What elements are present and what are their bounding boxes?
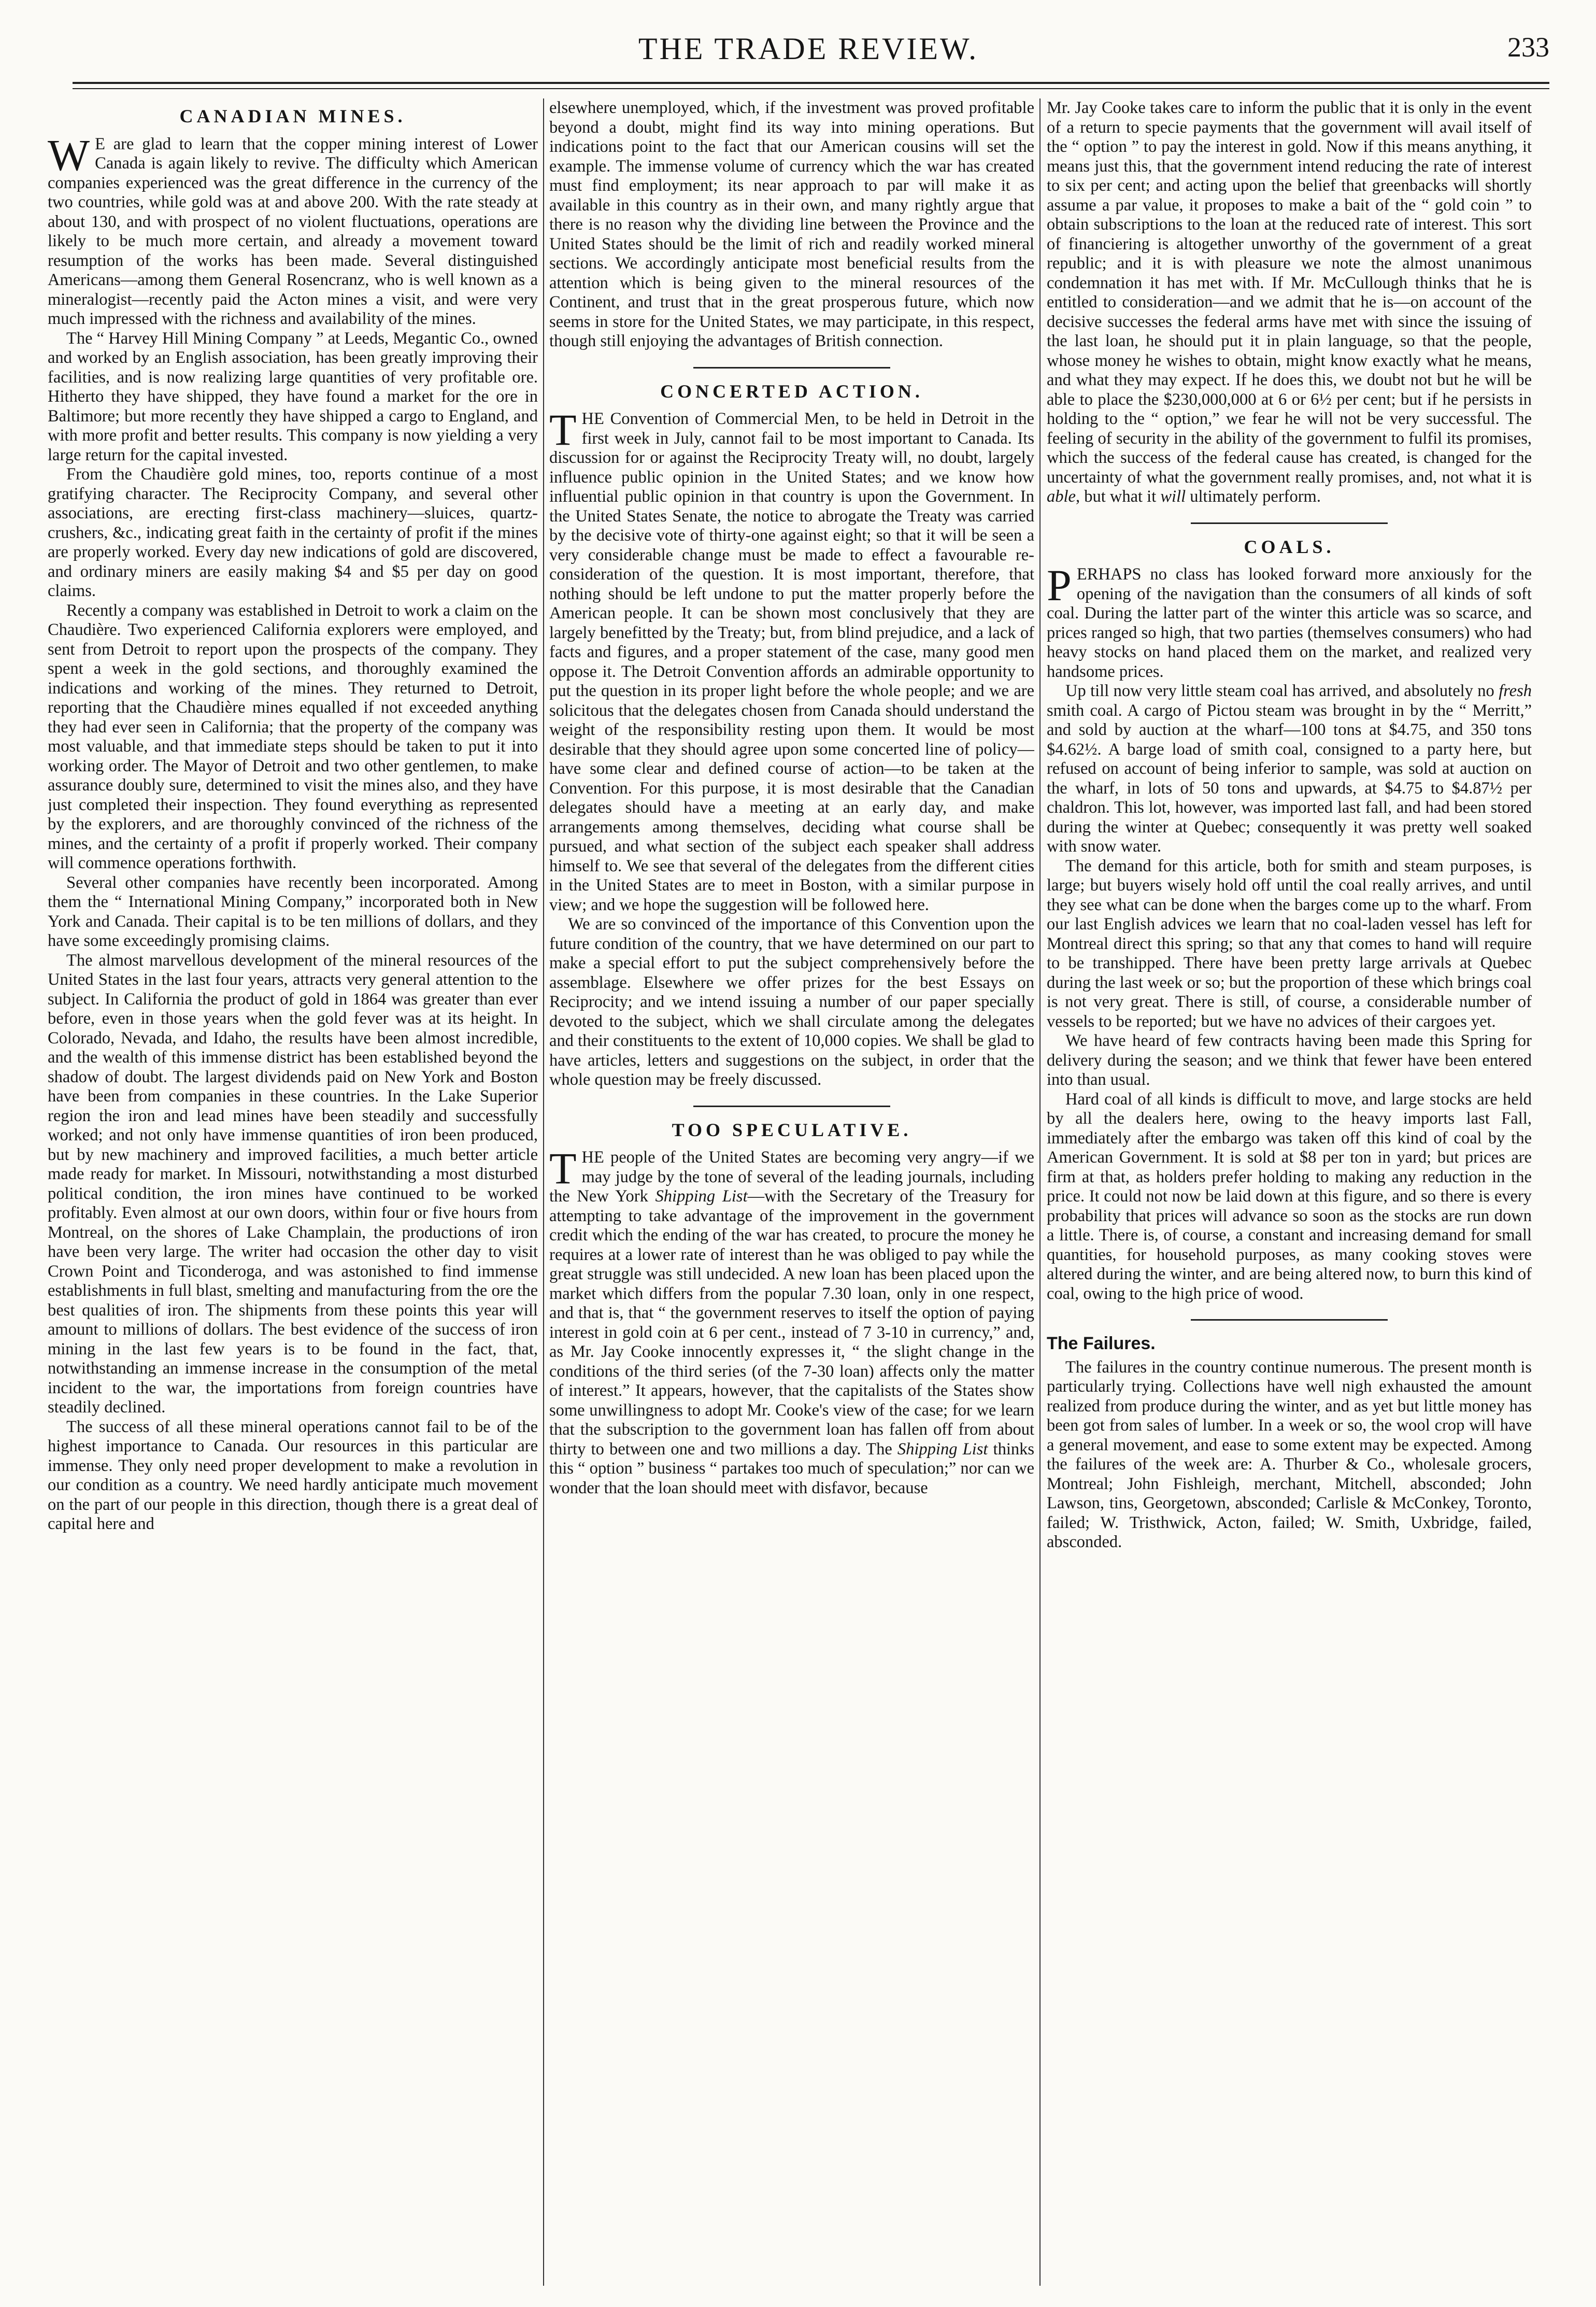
article-heading: The Failures. bbox=[1047, 1334, 1156, 1353]
paragraph: The failures in the country continue numerous. The present month is particularly trying. Collections have well nigh exhausted the amount realized from produce during the winter, and as yet but little money has been got from sales of lumber. In a week or so, the wool crop will have a general movement, and ease to some extent may be expected. Among the failures of the week are: A. Thurber & Co., wholesale grocers, Montreal; John Fishleigh, merchant, Mitchell, absconded; John Lawson, tins, Georgetown, absconded; Carlisle & McConkey, Toronto, failed; W. Tristhwick, Acton, failed; W. Smith, Uxbridge, failed, absconded. bbox=[1047, 1357, 1532, 1551]
page-number: 233 bbox=[1507, 32, 1549, 63]
text-run: Mr. Jay Cooke takes care to inform the public that it is only in the event of a return to specie payments that the government will avail itself of the “ option ” to pay the interest in gold. Now if this means anything, it means just this, that the government intend reducing the rate of interest to six per cent; and acting upon the belief that greenbacks will shortly assume a par value, it proposes to make a bait of the “ gold coin ” to obtain subscriptions to the loan at the reduced rate of interest. This sort of financiering is altogether unworthy of the government of a great republic; and it is with pleasure we note the almost unanimous condemnation it has met with. If Mr. McCullough thinks that he is entitled to consideration—and we admit that he is—on account of the decisive successes the federal arms have met with since the issuing of the last loan, he should put it in plain language, so that the people, whose money he wishes to obtain, might know exactly what he means, and what they may expect. If he does this, we doubt not but he will be able to place the $230,000,000 at 6 or 6½ per cent; but if he persists in holding to the “ option,” we fear he will not be very successful. The feeling of security in the ability of the government to fulfil its promises, which the success of the federal cause has created, is changed for the uncertainty of what the government really promises, and, not what it is bbox=[1047, 98, 1532, 487]
paragraph bbox=[1047, 682, 1532, 857]
article-heading: CANADIAN MINES. bbox=[179, 106, 406, 126]
text-run: —with the Secretary of the Treasury for attempting to take advantage of the improvement in the government credit which the ending of the war has created, to procure the money he requires at a lower rate of interest than he was obliged to pay while the great struggle was still undecided. A new loan has been placed upon the market which differs from the popular 7.30 loan, only in one respect, and that is, that “ the government reserves to itself the option of paying interest in gold coin at 6 per cent., instead of 7 3-10 in currency,” and, as Mr. Jay Cooke innocently expresses it, “ the slight change in the conditions of the third series (of the 7-30 loan) affects only the matter of interest.” It appears, however, that the capitalists of the States show some unwillingness to adopt Mr. Cooke's view of the case; for we learn that the subscription to the government loan has fallen off from about thirty to between one and two millions a day. The bbox=[549, 1187, 1034, 1459]
paragraph-continued: elsewhere unemployed, which, if the investment was proved profitable beyond a doubt, might find its way into mining operations. But indications point to the fact that our American cousins will set the example. The immense volume of currency which the war has created must find employment; its near approach to par will make it as available in this country as in their own, and many rightly argue that there is no reason why the dividing line between the Province and the United States should be the limit of rich and readily worked mineral sections. We accordingly anticipate most beneficial results from the attention which is being given to the mineral resources of the Continent, and trust that in the great prosperous future, which now seems in store for the United States, we may participate, in this respect, though still enjoying the advantages of British connection. bbox=[549, 98, 1034, 350]
page-header bbox=[67, 25, 1549, 72]
paragraph: From the Chaudière gold mines, too, reports continue of a most gratifying character. The Reciprocity Company, and several other associations, are erecting first-class machinery—sluices, quartz-crushers, &c., indicating great faith in the certainty of profit if the mines are properly worked. Every day new indications of gold are discovered, and ordinary miners are easily making $4 and $5 per day on good claims. bbox=[48, 465, 538, 600]
paragraph: The “ Harvey Hill Mining Company ” at Leeds, Megantic Co., owned and worked by an English association, has been greatly improving their facilities, and is now realizing large quantities of very profitable ore. Hitherto they have shipped, they have found a market for the ore in Baltimore; but more recently they have shipped a cargo to England, and with more profit and better results. This company is now yielding a very large return for the capital invested. bbox=[48, 329, 538, 464]
header-rule-thick bbox=[73, 82, 1549, 84]
italic-text: Shipping List bbox=[655, 1187, 748, 1206]
article-heading: CONCERTED ACTION. bbox=[660, 380, 923, 402]
drop-cap: P bbox=[1047, 560, 1072, 610]
paragraph: Several other companies have recently been incorporated. Among them the “ International Mining Company,” incorporated both in New York and Canada. Their capital is to be ten millions of dollars, and they have some exceedingly promising claims. bbox=[48, 873, 538, 950]
paragraph: The demand for this article, both for smith and steam purposes, is large; but buyers wisely hold off until the coal really arrives, and until they see what can be done when the barges come up to the wharf. From our last English advices we learn that no coal-laden vessel has left for Montreal direct this spring; so that any that comes to hand will require to be transhipped. There have been pretty large arrivals at Quebec during the last week or so; but the proportion of these which brings coal is not very great. There is still, of course, a considerable number of vessels to be reported; but we have no advices of their cargoes yet. bbox=[1047, 856, 1532, 1031]
column-1 bbox=[48, 98, 538, 2291]
article-too-speculative bbox=[549, 1121, 1034, 1498]
text-run: thinks this “ option ” business “ partakes too much of speculation;” nor can we wonder that the loan should meet with disfavor, because bbox=[549, 1439, 1034, 1497]
article-canadian-mines bbox=[48, 107, 538, 1534]
column-2 bbox=[549, 98, 1034, 2291]
text-run: HE people of the United States are becoming very angry—if we may judge by the tone of several of the leading journals, including the New York bbox=[549, 1148, 1034, 1206]
column-divider bbox=[543, 98, 544, 2286]
paragraph-text: ERHAPS no class has looked forward more anxiously for the opening of the navigation than the consumers of all kinds of soft coal. During the latter part of the winter this article was so scarce, and prices ranged so high, that two parties (themselves consumers) who had heavy stocks on hand placed them on the market, and realized very handsome prices. bbox=[1047, 565, 1532, 681]
paragraph-text: E are glad to learn that the copper mining interest of Lower Canada is again likely to revive. The difficulty which American companies experienced was the great difference in the currency of the two countries, while gold was at and above 200. With the rate steady at about 130, and with prospect of no violent fluctuations, operations are likely to be much more certain, and already a movement toward resumption of the works has been made. Several distinguished Americans—among them General Rosencranz, who is well known as a mineralogist—recently paid the Acton mines a visit, and were very much impressed with the richness and availability of the mines. bbox=[48, 134, 538, 328]
paragraph: We are so convinced of the importance of this Convention upon the future condition of the country, that we have determined on our part to make a special effort to put the subject comprehensively before the assemblage. Elsewhere we offer prizes for the best Essays on Reciprocity; and we intend issuing a number of our paper specially devoted to the subject, which we shall circulate among the delegates and their constituents to the extent of 10,000 copies. We shall be glad to have articles, letters and suggestions on the subject, in order that the whole question may be freely discussed. bbox=[549, 915, 1034, 1089]
article-coals bbox=[1047, 537, 1532, 1304]
drop-cap: T bbox=[549, 1143, 577, 1193]
header-rule-thin bbox=[73, 88, 1549, 89]
italic-text: will bbox=[1160, 487, 1186, 506]
article-concerted-action bbox=[549, 382, 1034, 1090]
section-separator bbox=[1191, 1319, 1388, 1321]
italic-text: able bbox=[1047, 487, 1076, 506]
drop-cap: W bbox=[48, 130, 90, 180]
text-run: ultimately perform. bbox=[1186, 487, 1321, 506]
paragraph: We have heard of few contracts having been made this Spring for delivery during the season; and we think that fewer have been entered into than usual. bbox=[1047, 1031, 1532, 1089]
text-run: Up till now very little steam coal has arrived, and absolutely no bbox=[1065, 682, 1499, 700]
text-run: , but what it bbox=[1075, 487, 1161, 506]
article-heading: TOO SPECULATIVE. bbox=[672, 1119, 912, 1140]
paragraph: Recently a company was established in Detroit to work a claim on the Chaudière. Two experienced California explorers were employed, and sent from Detroit to report upon the prospects of the company. They spent a week in the gold sections, and thoroughly examined the indications and working of the mines. They returned to Detroit, reporting that the Chaudière mines equalled if not exceeded anything they had ever seen in California; that the property of the company was most valuable, and that immediate steps should be taken to put it into working order. The Mayor of Detroit and two other gentlemen, to make assurance doubly sure, determined to visit the mines also, and they have just completed their inspection. They found everything as represented by the explorers, and are thoroughly convinced of the richness of the mines, and the certainty of a profit if properly worked. Their company will commence operations forthwith. bbox=[48, 601, 538, 872]
paragraph: The success of all these mineral operations cannot fail to be of the highest importance to Canada. Our resources in this particular are immense. They only need proper development to make a revolution in our condition as a country. We need hardly anticipate much movement on the part of our people in this direction, though there is a great deal of capital here and bbox=[48, 1417, 538, 1533]
section-separator bbox=[693, 1106, 890, 1107]
section-separator bbox=[693, 367, 890, 369]
paragraph bbox=[1047, 560, 1532, 682]
paragraph bbox=[48, 130, 538, 329]
running-title: THE TRADE REVIEW. bbox=[638, 32, 979, 66]
article-failures bbox=[1047, 1334, 1532, 1552]
column-3 bbox=[1047, 98, 1532, 2291]
article-heading: COALS. bbox=[1244, 536, 1335, 557]
italic-text: Shipping List bbox=[897, 1439, 988, 1459]
italic-text: fresh bbox=[1499, 682, 1532, 700]
drop-cap: T bbox=[549, 405, 577, 455]
paragraph: Hard coal of all kinds is difficult to move, and large stocks are held by all the dealers here, owing to the heavy imports last Fall, immediately after the embargo was taken off this kind of coal by the American Government. It is sold at $8 per ton in yard; but prices are firm at that, as holders prefer holding to making any reduction in the price. It could not now be laid down at this figure, and so there is every probability that prices will advance so soon as the stocks are run down a little. There is, of course, a constant and increasing demand for small quantities, for household purposes, as many cooking stoves were altered during the winter, and are being altered now, to burn this kind of coal, owing to the high price of wood. bbox=[1047, 1089, 1532, 1303]
paragraph bbox=[549, 1143, 1034, 1498]
paragraph-continued bbox=[1047, 98, 1532, 507]
section-separator bbox=[1191, 522, 1388, 524]
paragraph bbox=[549, 405, 1034, 915]
column-divider bbox=[1039, 98, 1041, 2286]
text-run: smith coal. A cargo of Pictou steam was brought in by the “ Merritt,” and sold by auction at the wharf—100 tons at $4.75, and 350 tons $4.62½. A barge load of smith coal, consigned to a party here, but refused on account of being inferior to sample, was sold at auction on the wharf, in lots of 50 tons and upwards, at $4.75 to $4.87½ per chaldron. This lot, however, was imported last fall, and had been stored during the winter at Quebec; consequently it was pretty well soaked with snow water. bbox=[1047, 701, 1532, 856]
paragraph-text: HE Convention of Commercial Men, to be held in Detroit in the first week in July, cannot fail to be most important to Canada. Its discussion for or against the Reciprocity Treaty will, no doubt, largely influence public opinion in the United States; and we know how influential public opinion in that country is upon the Government. In the United States Senate, the notice to abrogate the Treaty was carried by the decisive vote of thirty-one against eight; so that it will be seen a very considerable change must be made to effect a favourable re-consideration of the question. It is most important, therefore, that nothing should be left undone to put the matter properly before the American people. It can be shown most conclusively that they are largely benefitted by the Treaty; but, from blind prejudice, and a lack of facts and figures, and a proper statement of the case, many good men oppose it. The Detroit Convention affords an admirable opportunity to put the question in its proper light before the whole people; and we are solicitous that the delegates chosen from Canada should understand the weight of the responsibility resting upon them. It would be most desirable that they should agree upon some concerted line of policy—have some clear and defined course of action—to be taken at the Convention. For this purpose, it is most desirable that the Canadian delegates should have a meeting at an early day, and make arrangements among themselves, deciding what course shall be pursued, and what section of the subject each speaker shall address himself to. We see that several of the delegates from the different cities in the United States are to meet in Boston, with a similar purpose in view; and we hope the suggestion will be followed here. bbox=[549, 409, 1034, 914]
paragraph: The almost marvellous development of the mineral resources of the United States in the last four years, attracts very general attention to the subject. In California the product of gold in 1864 was greater than ever before, even in those years when the gold fever was at its height. In Colorado, Nevada, and Idaho, the results have been almost incredible, and the wealth of this immense district has been established beyond the shadow of doubt. The largest dividends paid on New York and Boston have been from companies in these countries. In the Lake Superior region the iron and lead mines have been steadily and successfully worked; and not only have immense quantities of iron been produced, but by new machinery and improved facilities, a much better article made ready for market. In Missouri, notwithstanding a most disturbed political condition, the iron mines have continued to be worked profitably. Even almost at our own doors, within four or five hours from Montreal, on the shores of Lake Champlain, the productions of iron have been very large. The writer had occasion the other day to visit Crown Point and Ticonderoga, and was astonished to find immense establishments in full blast, smelting and manufacturing from the ore the best qualities of iron. The shipments from these points this year will amount to millions of dollars. The best evidence of the success of iron mining in the last few years is to be found in the fact, that, notwithstanding an immense increase in the consumption of the metal incident to the war, the importations from foreign countries have steadily declined. bbox=[48, 951, 538, 1417]
